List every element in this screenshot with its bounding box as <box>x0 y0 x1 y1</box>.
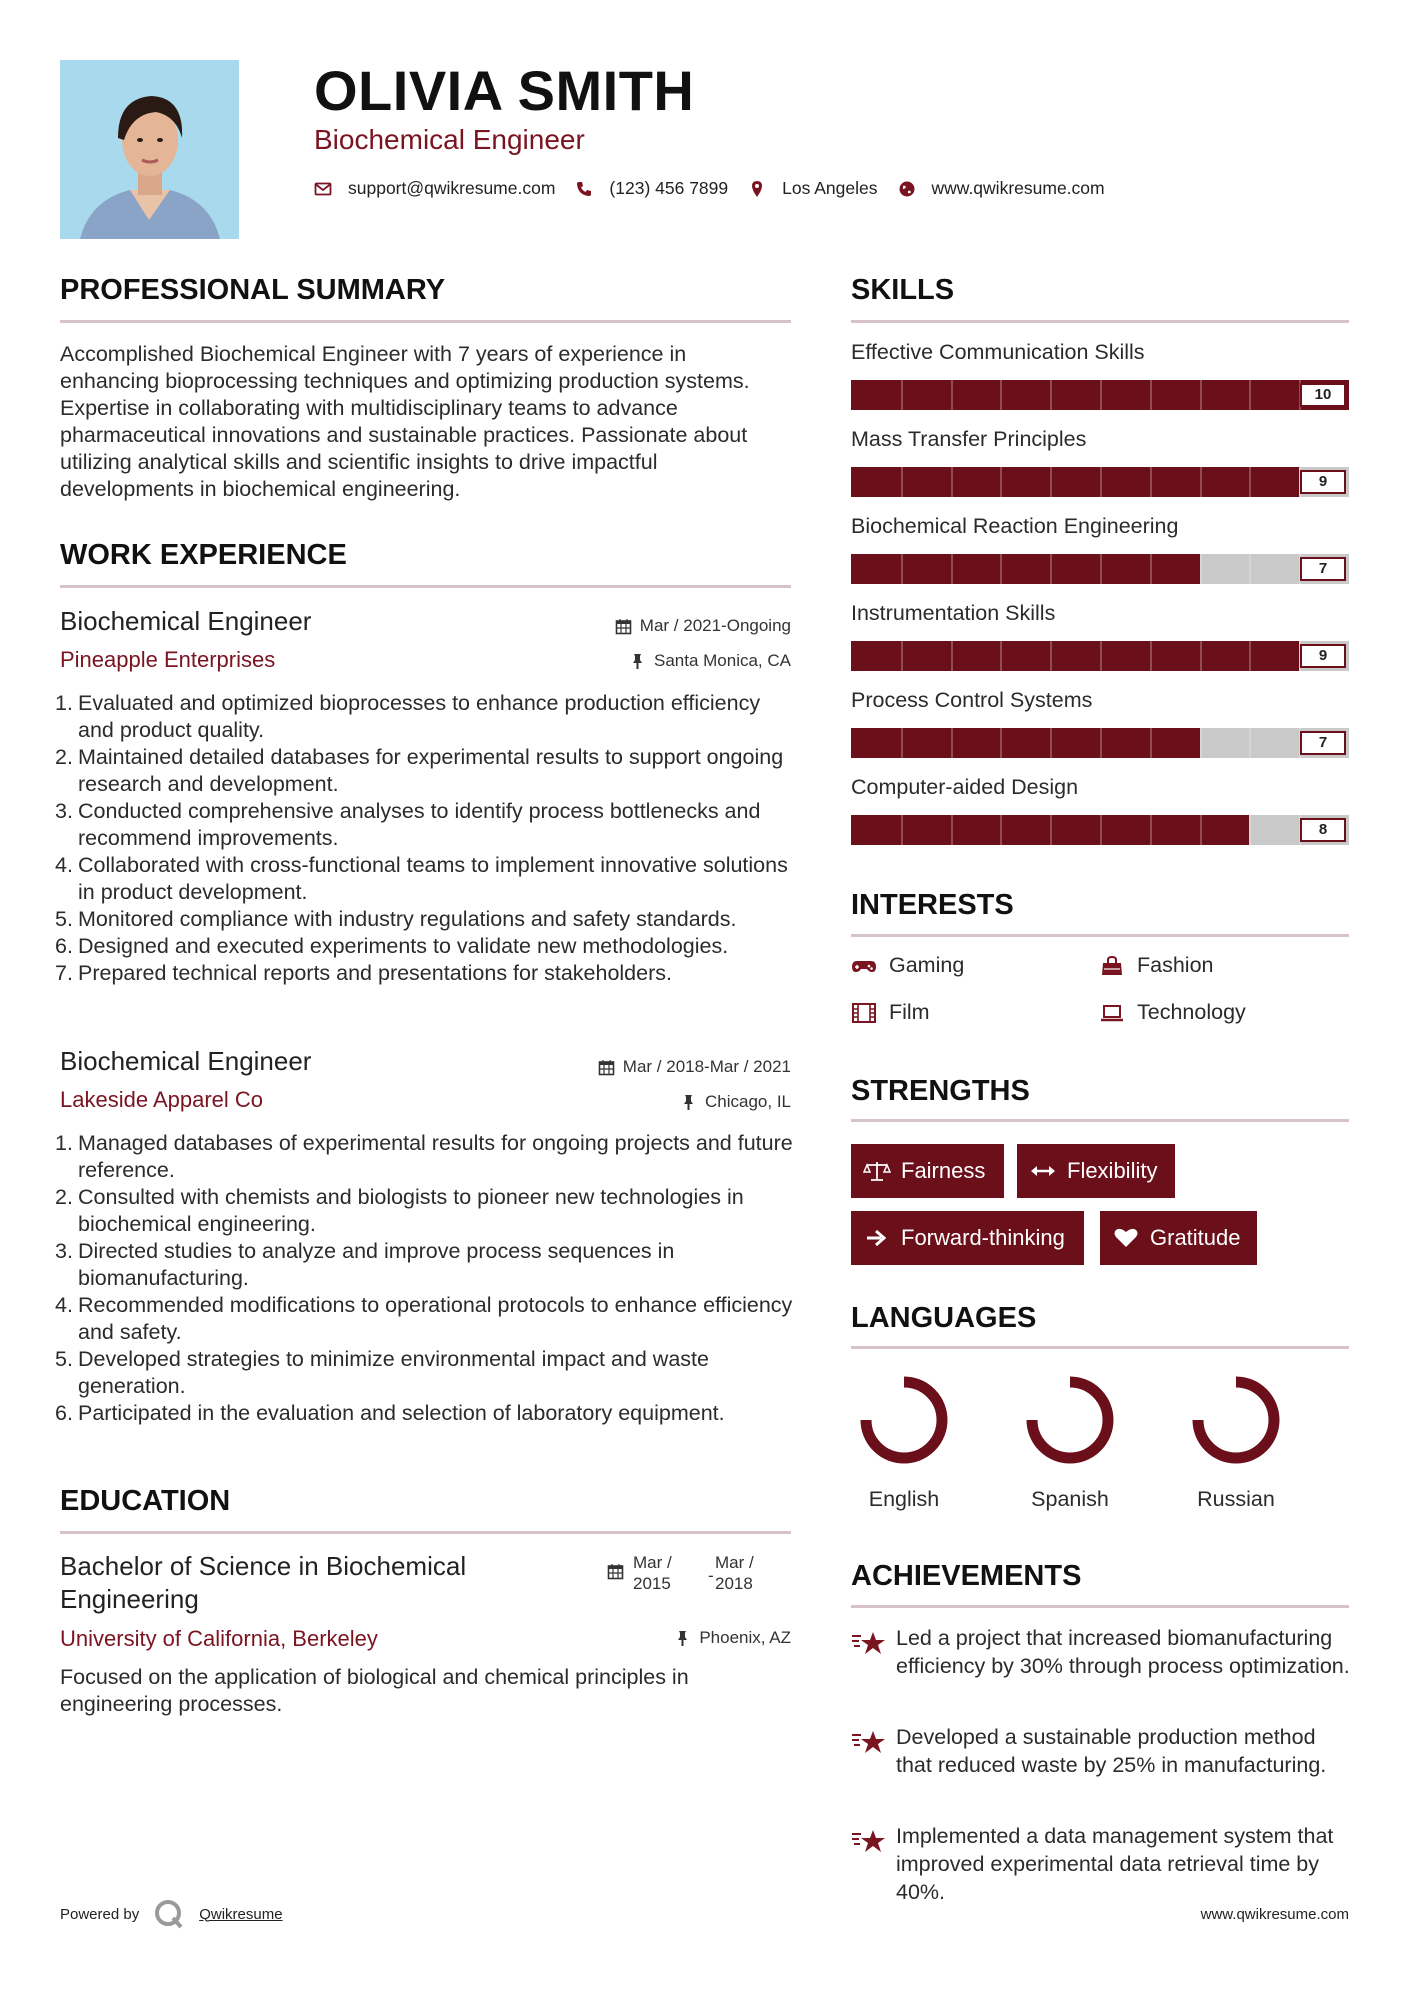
skill-bar-segment <box>901 728 903 758</box>
interests-heading: INTERESTS <box>851 889 1014 921</box>
list-text: Participated in the evaluation and selection of laboratory equipment. <box>78 1401 725 1425</box>
list-item <box>52 960 797 987</box>
list-item <box>52 690 797 744</box>
calendar-icon <box>607 1563 624 1580</box>
list-item <box>52 852 797 906</box>
list-text: Collaborated with cross-functional teams to implement innovative solutions in product development. <box>78 853 788 904</box>
skill-bar-segment <box>1150 380 1152 410</box>
experience-divider <box>60 585 791 588</box>
powered-by-label: Powered by <box>60 1905 140 1923</box>
skill-bar-segment <box>1249 380 1251 410</box>
skill-bar-segment <box>1150 554 1152 584</box>
skill-score: 10 <box>1300 383 1346 407</box>
list-item <box>52 1292 797 1346</box>
education-description: Focused on the application of biological and chemical principles in engineering processes. <box>60 1665 689 1716</box>
contact-email-text: support@qwikresume.com <box>348 178 556 198</box>
list-text: Consulted with chemists and biologists to pioneer new technologies in biochemical engineering. <box>78 1185 744 1236</box>
list-text: Managed databases of experimental results for ongoing projects and future reference. <box>78 1131 793 1182</box>
language-ring-arc <box>1032 1382 1108 1458</box>
heart-icon <box>1112 1227 1140 1249</box>
skill-label: Mass Transfer Principles <box>851 427 1087 451</box>
list-item <box>52 1130 797 1184</box>
list-number: 4. <box>55 1293 73 1317</box>
list-number: 2. <box>55 745 73 769</box>
education-divider <box>60 1531 791 1534</box>
skill-bar-segment <box>1249 728 1251 758</box>
list-item <box>52 906 797 933</box>
skill-label: Instrumentation Skills <box>851 601 1056 625</box>
job-location <box>629 651 791 671</box>
pushpin-icon <box>674 1630 691 1647</box>
job-bullets <box>52 690 797 987</box>
achievement-text: Developed a sustainable production method that reduced waste by 25% in manufacturing. <box>896 1725 1327 1777</box>
contact-email[interactable] <box>314 178 555 199</box>
interest-technology <box>1099 1000 1246 1025</box>
languages-heading: LANGUAGES <box>851 1302 1037 1334</box>
skill-bar-segment <box>901 815 903 845</box>
achievement-text: Led a project that increased biomanufacturing efficiency by 30% through process optimization. <box>896 1626 1350 1678</box>
languages-divider <box>851 1346 1349 1349</box>
candidate-name: OLIVIA SMITH <box>314 59 695 122</box>
list-text: Designed and executed experiments to validate new methodologies. <box>78 934 729 958</box>
calendar-icon <box>615 618 632 635</box>
language-ring-arc <box>1198 1382 1274 1458</box>
list-item <box>52 1346 797 1400</box>
language-label: Russian <box>1197 1487 1275 1511</box>
skill-score: 8 <box>1300 818 1346 842</box>
skill-bar <box>851 815 1349 845</box>
skill-bar-segment <box>901 380 903 410</box>
skill-bar-segment <box>951 380 953 410</box>
skill-label: Process Control Systems <box>851 688 1093 712</box>
skill-bar-segment <box>1100 380 1102 410</box>
candidate-title: Biochemical Engineer <box>314 124 585 155</box>
arrow-right-icon <box>863 1227 891 1249</box>
contact-website[interactable] <box>898 178 1105 199</box>
summary-heading: PROFESSIONAL SUMMARY <box>60 274 446 306</box>
contact-bar <box>314 178 1105 199</box>
skills-heading: SKILLS <box>851 274 955 306</box>
brand-link[interactable]: Qwikresume <box>199 1905 283 1923</box>
date-separator: - <box>708 1566 714 1585</box>
powered-by <box>60 1898 283 1930</box>
skill-bar-segment <box>951 554 953 584</box>
skill-bar-segment <box>1249 641 1251 671</box>
skill-bar-segment <box>1050 641 1052 671</box>
skill-bar-segment <box>1200 380 1202 410</box>
strength-label: Fairness <box>901 1158 986 1183</box>
job-title: Biochemical Engineer <box>60 1046 312 1076</box>
skill-bar-segment <box>1100 554 1102 584</box>
degree-title: Bachelor of Science in Biochemical Engineering <box>60 1551 467 1614</box>
strength-label: Forward-thinking <box>901 1225 1065 1250</box>
skill-bar-segment <box>951 728 953 758</box>
laptop-icon <box>1099 1002 1125 1024</box>
skill-bar-segment <box>1050 380 1052 410</box>
skill-bar-segment <box>1000 554 1002 584</box>
contact-location-text: Los Angeles <box>782 178 878 198</box>
skill-bar-segment <box>1150 728 1152 758</box>
skill-bar-segment <box>1200 728 1202 758</box>
job-title: Biochemical Engineer <box>60 606 312 636</box>
skill-score: 7 <box>1300 731 1346 755</box>
skill-bar-segment <box>951 467 953 497</box>
contact-phone-text: (123) 456 7899 <box>609 178 729 198</box>
achievements-heading: ACHIEVEMENTS <box>851 1560 1082 1592</box>
list-number: 6. <box>55 934 73 958</box>
list-number: 7. <box>55 961 73 985</box>
strength-fairness <box>851 1144 1004 1198</box>
strength-label: Gratitude <box>1150 1225 1241 1250</box>
skill-bar <box>851 380 1349 410</box>
list-item <box>52 1238 797 1292</box>
language-ring <box>849 1365 959 1475</box>
achievement-text: Implemented a data management system that improved experimental data retrieval time by 40%. <box>896 1824 1334 1904</box>
list-text: Directed studies to analyze and improve process sequences in biomanufacturing. <box>78 1239 675 1290</box>
job-company: Pineapple Enterprises <box>60 647 276 672</box>
skill-bar-segment <box>1000 728 1002 758</box>
summary-divider <box>60 320 791 323</box>
list-text: Recommended modifications to operational protocols to enhance efficiency and safety. <box>78 1293 793 1344</box>
education-start: Mar / 2015 <box>633 1553 672 1593</box>
skill-bar-segment <box>1249 467 1251 497</box>
education-end: Mar / 2018 <box>715 1553 754 1593</box>
skill-bar-segment <box>1200 815 1202 845</box>
interest-fashion <box>1099 953 1214 978</box>
interests-divider <box>851 934 1349 937</box>
skill-bar-segment <box>901 641 903 671</box>
contact-location <box>748 178 877 199</box>
job-location-text: Chicago, IL <box>705 1092 791 1111</box>
list-text: Developed strategies to minimize environmental impact and waste generation. <box>78 1347 709 1398</box>
shooting-star-icon <box>851 1826 887 1856</box>
job-bullets <box>52 1130 797 1427</box>
skill-bar-segment <box>1050 467 1052 497</box>
interest-gaming <box>851 953 964 978</box>
skill-bar-segment <box>1050 815 1052 845</box>
skill-bar-segment <box>1100 467 1102 497</box>
strength-flexibility <box>1017 1144 1175 1198</box>
strength-gratitude <box>1100 1211 1257 1265</box>
list-number: 1. <box>55 1131 73 1155</box>
skill-bar <box>851 641 1349 671</box>
profile-photo <box>60 60 239 239</box>
interest-label: Technology <box>1137 1000 1246 1024</box>
calendar-icon <box>598 1059 615 1076</box>
language-ring <box>1015 1365 1125 1475</box>
skill-bar-segment <box>1200 467 1202 497</box>
language-label: English <box>868 1487 940 1511</box>
skill-bar-fill <box>851 728 1200 758</box>
skill-bar-segment <box>1100 641 1102 671</box>
gamepad-icon <box>851 955 877 977</box>
skill-bar-fill <box>851 467 1299 497</box>
skill-bar-segment <box>1000 641 1002 671</box>
skill-bar-segment <box>1000 380 1002 410</box>
skill-bar-segment <box>1050 554 1052 584</box>
skill-bar-segment <box>951 641 953 671</box>
map-pin-icon <box>748 180 766 198</box>
language-ring-arc <box>866 1382 942 1458</box>
list-text: Conducted comprehensive analyses to identify process bottlenecks and recommend improvements. <box>78 799 761 850</box>
skill-bar-fill <box>851 554 1200 584</box>
strength-label: Flexibility <box>1067 1158 1158 1183</box>
job-company: Lakeside Apparel Co <box>60 1087 264 1112</box>
skill-score: 9 <box>1300 644 1346 668</box>
skill-bar-segment <box>951 815 953 845</box>
list-number: 4. <box>55 853 73 877</box>
shopping-bag-icon <box>1099 955 1125 977</box>
job-dates-text: Mar / 2018-Mar / 2021 <box>622 1057 791 1076</box>
contact-website-text: www.qwikresume.com <box>931 178 1105 198</box>
arrows-horizontal-icon <box>1029 1160 1057 1182</box>
list-text: Maintained detailed databases for experimental results to support ongoing research and development. <box>78 745 784 796</box>
list-number: 2. <box>55 1185 73 1209</box>
skill-bar-segment <box>1150 815 1152 845</box>
experience-heading: WORK EXPERIENCE <box>60 539 347 571</box>
skill-label: Effective Communication Skills <box>851 340 1145 364</box>
balance-scale-icon <box>863 1160 891 1182</box>
skill-bar <box>851 467 1349 497</box>
strengths-divider <box>851 1119 1349 1122</box>
list-number: 5. <box>55 907 73 931</box>
list-number: 5. <box>55 1347 73 1371</box>
list-number: 3. <box>55 799 73 823</box>
skill-score: 9 <box>1300 470 1346 494</box>
interest-label: Gaming <box>889 953 965 977</box>
envelope-icon <box>314 180 332 198</box>
skill-bar-segment <box>1150 641 1152 671</box>
list-number: 3. <box>55 1239 73 1263</box>
job-location <box>680 1092 791 1112</box>
strength-forward-thinking <box>851 1211 1084 1265</box>
skill-bar <box>851 554 1349 584</box>
list-item <box>52 798 797 852</box>
language-ring <box>1181 1365 1291 1475</box>
list-number: 6. <box>55 1401 73 1425</box>
summary-text: Accomplished Biochemical Engineer with 7 years of experience in enhancing bioprocessing techniques and optimizing production systems. Expertise in collaborating with multidisciplinary teams to advance pharmaceutical innovations and sustainable practices. Passionate about utilizing analytical skills and scientific insights to drive impactful developments in biochemical engineering. <box>60 342 750 501</box>
interest-film <box>851 1000 930 1025</box>
list-text: Monitored compliance with industry regulations and safety standards. <box>78 907 737 931</box>
list-number: 1. <box>55 691 73 715</box>
interest-label: Fashion <box>1137 953 1214 977</box>
skill-bar-segment <box>1249 554 1251 584</box>
phone-icon <box>575 180 593 198</box>
job-location-text: Santa Monica, CA <box>653 651 791 670</box>
skill-label: Biochemical Reaction Engineering <box>851 514 1179 538</box>
skill-bar-segment <box>1249 815 1251 845</box>
job-dates <box>615 616 791 636</box>
list-text: Prepared technical reports and presentations for stakeholders. <box>78 961 672 985</box>
education-location-text: Phoenix, AZ <box>699 1628 791 1647</box>
list-text: Evaluated and optimized bioprocesses to enhance production efficiency and product quality. <box>78 691 761 742</box>
shooting-star-icon <box>851 1628 887 1658</box>
skills-divider <box>851 320 1349 323</box>
skill-bar-segment <box>1200 554 1202 584</box>
shooting-star-icon <box>851 1727 887 1757</box>
contact-phone[interactable] <box>575 178 728 199</box>
pushpin-icon <box>629 653 646 670</box>
skill-bar-segment <box>1000 815 1002 845</box>
list-item <box>52 1400 797 1427</box>
qwikresume-logo-icon <box>153 1898 185 1930</box>
list-item <box>52 933 797 960</box>
achievements-divider <box>851 1605 1349 1608</box>
skill-bar-segment <box>1000 467 1002 497</box>
skill-bar-segment <box>1150 467 1152 497</box>
list-item <box>52 744 797 798</box>
skill-bar-segment <box>901 554 903 584</box>
skill-score: 7 <box>1300 557 1346 581</box>
skill-bar-fill <box>851 641 1299 671</box>
skill-bar <box>851 728 1349 758</box>
skill-bar-segment <box>1200 641 1202 671</box>
pushpin-icon <box>680 1094 697 1111</box>
list-item <box>52 1184 797 1238</box>
skill-bar-segment <box>1050 728 1052 758</box>
interest-label: Film <box>889 1000 930 1024</box>
strengths-heading: STRENGTHS <box>851 1075 1030 1107</box>
globe-icon <box>898 180 916 198</box>
skill-bar-segment <box>901 467 903 497</box>
education-heading: EDUCATION <box>60 1485 231 1517</box>
skill-bar-segment <box>1100 728 1102 758</box>
film-icon <box>851 1002 877 1024</box>
job-dates-text: Mar / 2021-Ongoing <box>639 616 791 635</box>
language-label: Spanish <box>1031 1487 1109 1511</box>
job-dates <box>598 1057 791 1077</box>
skill-label: Computer-aided Design <box>851 775 1079 799</box>
school-name: University of California, Berkeley <box>60 1626 378 1651</box>
footer-website[interactable]: www.qwikresume.com <box>1200 1906 1349 1923</box>
education-location <box>674 1628 791 1648</box>
skill-bar-segment <box>1100 815 1102 845</box>
